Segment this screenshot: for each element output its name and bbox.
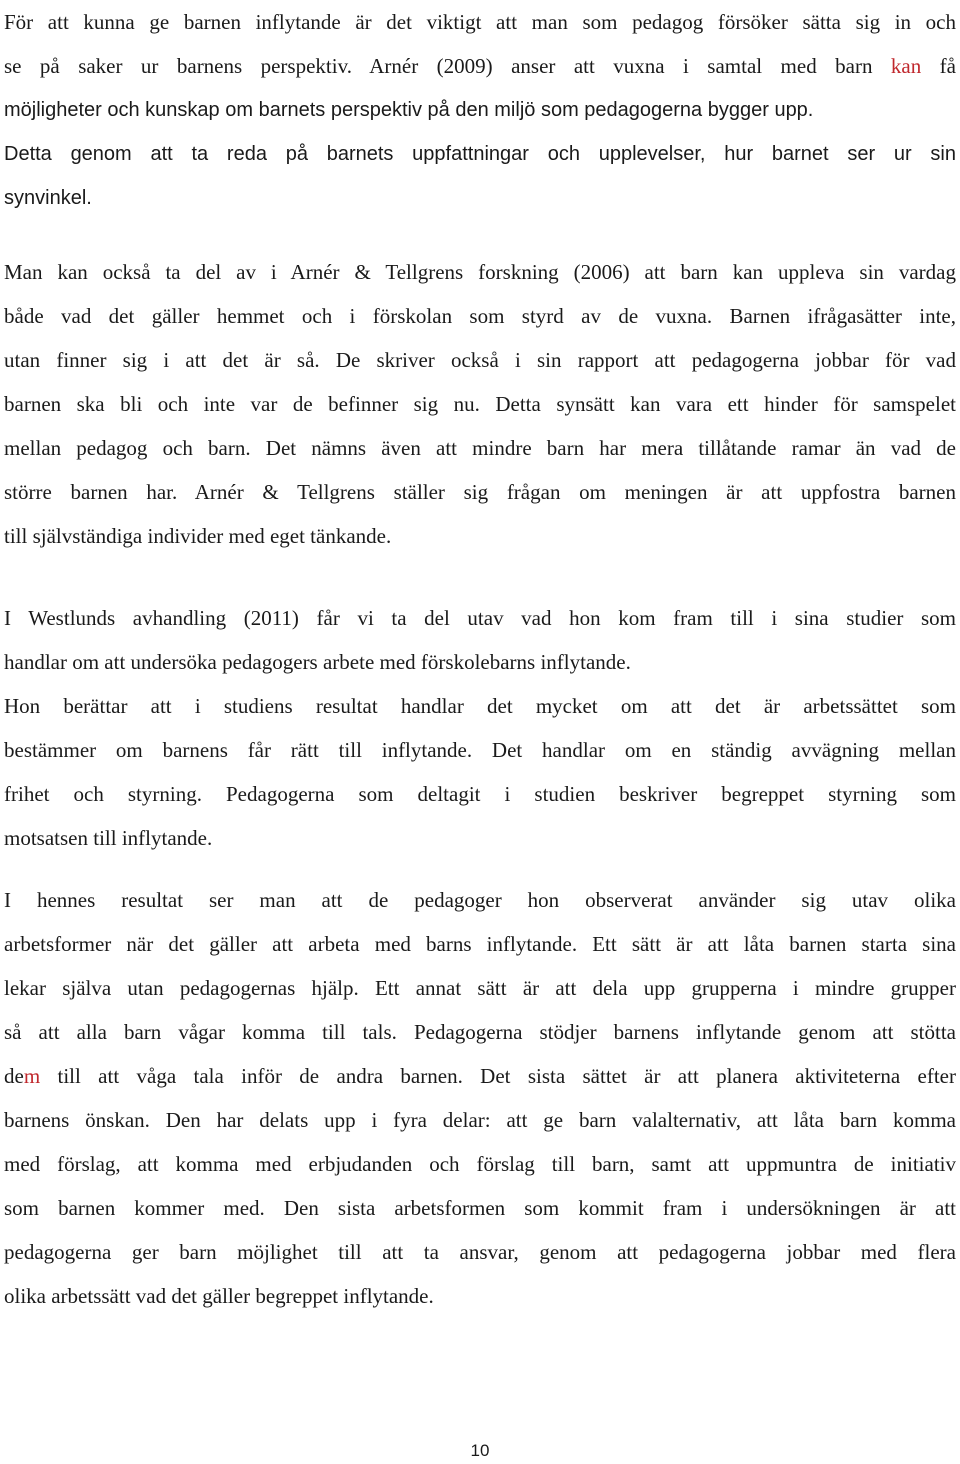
text-line (4, 44, 956, 88)
text-line: som barnen kommer med. Den sista arbetsformen som kommit fram i undersökningen är att (4, 1196, 956, 1220)
page-number: 10 (470, 1441, 490, 1460)
text-line: Man kan också ta del av i Arnér & Tellgrens forskning (2006) att barn kan uppleva sin vardag (4, 260, 956, 284)
text-line: frihet och styrning. Pedagogerna som deltagit i studien beskriver begreppet styrning som (4, 782, 956, 806)
text-line (4, 1054, 956, 1098)
text-line: så att alla barn vågar komma till tals. Pedagogerna stödjer barnens inflytande genom att stötta (4, 1020, 956, 1044)
text-line: handlar om att undersöka pedagogers arbete med förskolebarns inflytande. (4, 650, 631, 674)
highlighted-word: m (23, 1064, 41, 1088)
text-span: få (921, 54, 956, 78)
text-line: mellan pedagog och barn. Det nämns även att mindre barn har mera tillåtande ramar än vad de (4, 436, 956, 460)
text-line: Hon berättar att i studiens resultat handlar det mycket om att det är arbetssättet som (4, 694, 956, 718)
text-line: arbetsformer när det gäller att arbeta med barns inflytande. Ett sätt är att låta barnen starta sina (4, 932, 956, 956)
text-span: till att våga tala inför de andra barnen. Det sista sättet är att planera aktiviteterna efter (40, 1064, 956, 1088)
text-line: bestämmer om barnens får rätt till inflytande. Det handlar om en ständig avvägning mellan (4, 738, 956, 762)
text-line: möjligheter och kunskap om barnets perspektiv på den miljö som pedagogerna bygger upp. (4, 99, 814, 121)
text-span: de (4, 1064, 24, 1088)
text-line: större barnen har. Arnér & Tellgrens ställer sig frågan om meningen är att uppfostra barnen (4, 480, 956, 504)
text-line: lekar själva utan pedagogernas hjälp. Ett annat sätt är att dela upp grupperna i mindre grupper (4, 976, 956, 1000)
text-line: motsatsen till inflytande. (4, 826, 213, 850)
text-line: pedagogerna ger barn möjlighet till att ta ansvar, genom att pedagogerna jobbar med flera (4, 1240, 956, 1264)
text-line: barnens önskan. Den har delats upp i fyra delar: att ge barn valalternativ, att låta barn komma (4, 1108, 956, 1132)
text-line: För att kunna ge barnen inflytande är det viktigt att man som pedagog försöker sätta sig in och (4, 10, 956, 34)
text-line: Detta genom att ta reda på barnets uppfattningar och upplevelser, hur barnet ser ur sin (4, 143, 956, 165)
text-line: synvinkel. (4, 187, 92, 209)
text-line: barnen ska bli och inte var de befinner sig nu. Detta synsätt kan vara ett hinder för samspelet (4, 392, 956, 416)
text-line: både vad det gäller hemmet och i förskolan som styrd av de vuxna. Barnen ifrågasätter inte, (4, 304, 956, 328)
text-line: till självständiga individer med eget tänkande. (4, 524, 392, 548)
text-line: I Westlunds avhandling (2011) får vi ta del utav vad hon kom fram till i sina studier som (4, 606, 956, 630)
text-span: se på saker ur barnens perspektiv. Arnér (2009) anser att vuxna i samtal med barn (4, 54, 891, 78)
text-line: olika arbetssätt vad det gäller begreppet inflytande. (4, 1284, 434, 1308)
highlighted-word: kan (890, 54, 922, 78)
text-line: utan finner sig i att det är så. De skriver också i sin rapport att pedagogerna jobbar för vad (4, 348, 956, 372)
text-line: I hennes resultat ser man att de pedagoger hon observerat använder sig utav olika (4, 888, 956, 912)
text-line: med förslag, att komma med erbjudanden och förslag till barn, samt att uppmuntra de initiativ (4, 1152, 956, 1176)
